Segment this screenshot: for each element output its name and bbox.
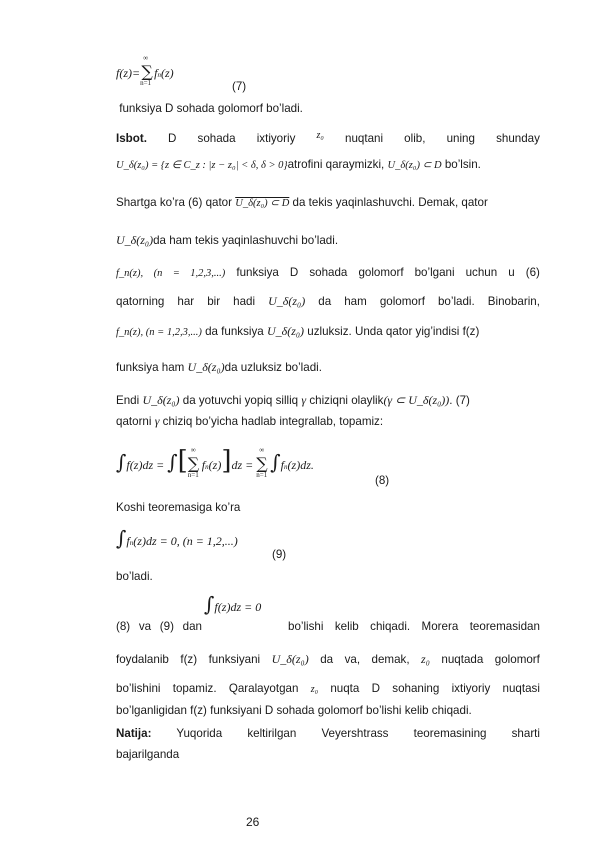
- paragraph-line: qatorni γ chiziq bo’yicha hadlab integrallab, topamiz:: [116, 414, 384, 428]
- corollary-line: Natija: Yuqorida keltirilgan Veyershtrass teoremasining sharti: [116, 727, 540, 740]
- paragraph-line: f_n(z), (n = 1,2,3,...) funksiya D sohada golomorf bo’lgani uchun u (6): [116, 266, 540, 279]
- paragraph-line: f_n(z), (n = 1,2,3,...) da funksiya U_δ(z₀) uzluksiz. Unda qator yig’indisi f(z): [116, 324, 480, 338]
- paragraph-line: bo’lishini topamiz. Qaralayotgan z₀ nuqta D sohaning ixtiyoriy nuqtasi: [116, 682, 540, 695]
- equation-9-number: (9): [272, 548, 287, 561]
- equation-7-number: (7): [232, 80, 247, 93]
- paragraph-line: qatorning har bir hadi U_δ(z₀) da ham golomorf bo’ladi. Binobarin,: [116, 294, 540, 308]
- equation-8: ∫f(z)dz = ∫[∑ ∞ n=1 fn(z)]dz = ∑ ∞ n=1 ∫fn(z)dz.: [116, 446, 314, 479]
- neighbourhood-formula: U_δ(z₀) = {z ∈ C_z : |z − z₀| < δ, δ > 0}: [116, 160, 288, 171]
- equation-9: ∫fn(z)dz = 0, (n = 1,2,...): [116, 526, 238, 550]
- paragraph-line: Koshi teoremasiga ko’ra: [116, 501, 241, 514]
- paragraph-line: U_δ(z₀) = {z ∈ C_z : |z − z₀| < δ, δ > 0}atrofini qaraymizki, U_δ(z₀) ⊂ D bo’lsin.: [116, 158, 481, 171]
- paragraph-line: Endi U_δ(z₀) da yotuvchi yopiq silliq γ chiziqni olaylik(γ ⊂ U_δ(z₀)). (7): [116, 393, 470, 407]
- paragraph-line: U_δ(z₀)da ham tekis yaqinlashuvchi bo’ladi.: [116, 233, 339, 247]
- equation-7: f(z)=∑ ∞ n=1 fn(z): [116, 54, 174, 87]
- page-number: 26: [246, 815, 260, 829]
- paragraph-line: bo’ladi.: [116, 570, 153, 583]
- proof-label: Isbot.: [116, 132, 147, 145]
- paragraph-line: funksiya D sohada golomorf bo’ladi.: [119, 102, 303, 115]
- equation-8-number: (8): [375, 474, 390, 487]
- corollary-label: Natija:: [116, 727, 152, 740]
- proof-line: Isbot. D sohada ixtiyoriy z₀ nuqtani olib, uning shunday: [116, 130, 540, 145]
- paragraph-line: funksiya ham U_δ(z₀)da uzluksiz bo’ladi.: [116, 360, 322, 374]
- paragraph-line: foydalanib f(z) funksiyani U_δ(z₀) da va, demak, z₀ nuqtada golomorf: [116, 652, 540, 666]
- morera-integral: ∫f(z)dz = 0: [204, 592, 262, 616]
- paragraph-line: (8) va (9) dan bo’lishi kelib chiqadi. Morera teoremasidan: [116, 620, 540, 633]
- paragraph-line: bo’lganligidan f(z) funksiyani D sohada golomorf bo’lishi kelib chiqadi.: [116, 704, 472, 717]
- paragraph-line: bajarilganda: [116, 748, 180, 761]
- paragraph-line: Shartga ko’ra (6) qator U_δ(z₀) ⊂ D da tekis yaqinlashuvchi. Demak, qator: [116, 196, 488, 209]
